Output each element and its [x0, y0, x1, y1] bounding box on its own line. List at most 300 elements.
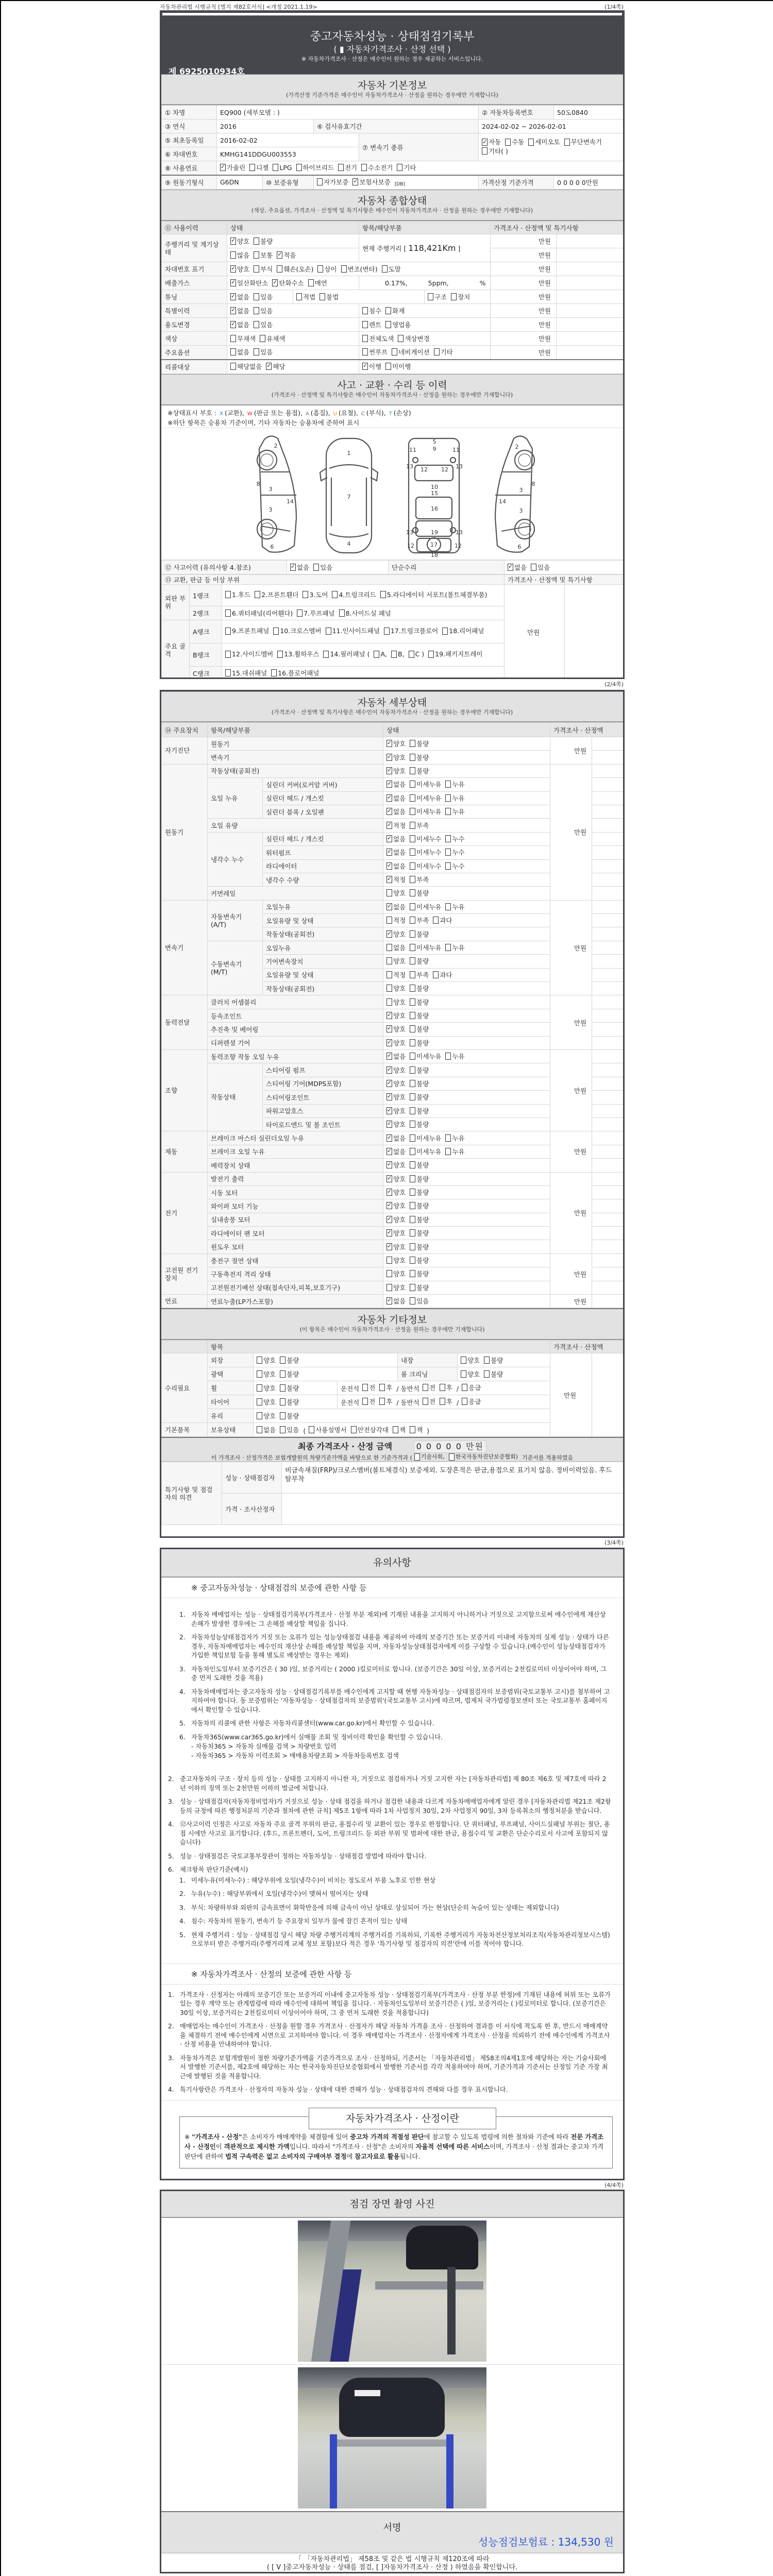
checkbox[interactable]: [423, 1384, 428, 1391]
checkbox-checked[interactable]: [386, 1297, 392, 1304]
checkbox-option[interactable]: [410, 1269, 429, 1278]
checkbox[interactable]: [445, 835, 451, 842]
checkbox[interactable]: [445, 849, 451, 856]
checkbox-option[interactable]: [362, 334, 394, 343]
checkbox-checked[interactable]: [230, 293, 236, 300]
checkbox-option[interactable]: [254, 264, 273, 274]
checkbox[interactable]: [410, 1243, 415, 1250]
remarks[interactable]: [592, 995, 624, 1009]
checkbox-option[interactable]: [423, 1383, 435, 1392]
checkbox-checked[interactable]: [386, 754, 392, 761]
checkbox[interactable]: [528, 139, 534, 146]
checkbox-option[interactable]: [410, 943, 441, 952]
checkbox-option[interactable]: [273, 164, 292, 172]
checkbox-option[interactable]: [362, 1383, 375, 1392]
checkbox[interactable]: [230, 335, 236, 342]
checkbox[interactable]: [386, 1270, 392, 1277]
checkbox-checked[interactable]: [352, 178, 358, 185]
checkbox[interactable]: [230, 251, 236, 259]
checkbox-option[interactable]: [351, 1425, 389, 1434]
checkbox[interactable]: [362, 1398, 368, 1405]
checkbox[interactable]: [449, 1453, 455, 1461]
checkbox-option[interactable]: [451, 292, 470, 301]
checkbox[interactable]: [277, 651, 283, 658]
checkbox[interactable]: [380, 591, 386, 598]
checkbox[interactable]: [392, 348, 397, 355]
checkbox-option[interactable]: [410, 1011, 429, 1020]
checkbox-checked[interactable]: [386, 740, 392, 747]
checkbox[interactable]: [362, 321, 368, 328]
checkbox-option[interactable]: [361, 163, 393, 172]
checkbox[interactable]: [393, 1426, 398, 1433]
checkbox-option[interactable]: [386, 1011, 406, 1020]
checkbox[interactable]: [280, 1426, 285, 1433]
checkbox-option[interactable]: [386, 1269, 406, 1278]
checkbox[interactable]: [309, 1426, 314, 1433]
checkbox[interactable]: [398, 335, 404, 342]
checkbox-option[interactable]: [423, 1397, 435, 1406]
checkbox[interactable]: [273, 628, 279, 635]
remarks[interactable]: [557, 248, 624, 262]
checkbox[interactable]: [382, 265, 388, 273]
checkbox[interactable]: [445, 1148, 451, 1155]
checkbox[interactable]: [225, 628, 231, 635]
checkbox[interactable]: [225, 591, 231, 598]
checkbox-option[interactable]: [445, 1133, 464, 1143]
checkbox[interactable]: [434, 348, 440, 355]
checkbox[interactable]: [410, 1229, 415, 1236]
checkbox-option[interactable]: [391, 650, 405, 658]
checkbox-checked[interactable]: [386, 822, 392, 829]
checkbox[interactable]: [410, 917, 415, 924]
checkbox-option[interactable]: [386, 943, 406, 952]
checkbox-option[interactable]: [386, 1079, 406, 1088]
checkbox-option[interactable]: [362, 362, 381, 371]
checkbox[interactable]: [414, 1453, 420, 1461]
checkbox-checked[interactable]: [386, 876, 392, 883]
checkbox[interactable]: [385, 363, 391, 370]
checkbox-option[interactable]: [386, 1106, 406, 1115]
checkbox[interactable]: [410, 794, 415, 802]
checkbox-option[interactable]: [339, 608, 391, 618]
checkbox-option[interactable]: [230, 250, 249, 260]
checkbox-option[interactable]: [273, 627, 321, 635]
checkbox-option[interactable]: [440, 1383, 452, 1392]
checkbox-option[interactable]: [445, 779, 464, 789]
checkbox-option[interactable]: [386, 1174, 406, 1183]
checkbox-option[interactable]: [428, 292, 447, 301]
checkbox-option[interactable]: [386, 875, 406, 884]
checkbox-option[interactable]: [257, 1425, 276, 1434]
checkbox-option[interactable]: [462, 1397, 481, 1406]
checkbox-checked[interactable]: [386, 903, 392, 910]
checkbox[interactable]: [410, 1066, 415, 1074]
checkbox[interactable]: [332, 591, 338, 598]
checkbox[interactable]: [440, 1398, 445, 1405]
checkbox-option[interactable]: [255, 591, 298, 599]
checkbox-option[interactable]: [386, 861, 406, 871]
checkbox-option[interactable]: [445, 902, 464, 911]
checkbox[interactable]: [410, 1189, 415, 1196]
checkbox-option[interactable]: [410, 888, 429, 897]
checkbox-option[interactable]: [393, 1425, 406, 1434]
checkbox-option[interactable]: [386, 779, 406, 789]
checkbox[interactable]: [482, 147, 488, 155]
checkbox[interactable]: [296, 164, 302, 171]
checkbox-option[interactable]: [386, 834, 406, 843]
checkbox-option[interactable]: [386, 1296, 406, 1306]
checkbox[interactable]: [249, 164, 255, 171]
checkbox[interactable]: [410, 1053, 415, 1060]
checkbox-option[interactable]: [280, 1425, 299, 1434]
checkbox-option[interactable]: [352, 177, 390, 187]
checkbox-checked[interactable]: [508, 564, 513, 571]
checkbox-option[interactable]: [410, 1079, 429, 1088]
remarks[interactable]: [592, 1131, 624, 1145]
checkbox-option[interactable]: [433, 970, 452, 979]
checkbox-option[interactable]: [254, 292, 273, 301]
checkbox-option[interactable]: [386, 1228, 406, 1238]
checkbox[interactable]: [410, 1134, 415, 1142]
checkbox[interactable]: [379, 1384, 385, 1391]
checkbox-option[interactable]: [257, 1411, 276, 1420]
remarks[interactable]: [557, 318, 624, 332]
checkbox[interactable]: [257, 1412, 262, 1419]
checkbox-checked[interactable]: [386, 1121, 392, 1128]
checkbox-checked[interactable]: [386, 1025, 392, 1032]
checkbox-checked[interactable]: [386, 1080, 392, 1087]
checkbox-option[interactable]: [309, 1425, 346, 1434]
checkbox-option[interactable]: [313, 563, 332, 572]
checkbox-option[interactable]: [386, 821, 406, 830]
checkbox[interactable]: [386, 998, 392, 1006]
checkbox-option[interactable]: [410, 1160, 429, 1170]
checkbox-option[interactable]: [386, 1052, 406, 1061]
checkbox-option[interactable]: [445, 834, 464, 843]
checkbox-option[interactable]: [409, 650, 425, 658]
remarks[interactable]: [592, 1172, 624, 1185]
checkbox[interactable]: [410, 1012, 415, 1019]
checkbox-option[interactable]: [386, 1133, 406, 1143]
checkbox[interactable]: [257, 1384, 262, 1392]
checkbox-option[interactable]: [410, 1425, 423, 1434]
checkbox[interactable]: [410, 1107, 415, 1114]
remarks[interactable]: [592, 1117, 624, 1131]
checkbox[interactable]: [273, 164, 278, 171]
checkbox-option[interactable]: [410, 861, 441, 871]
remarks[interactable]: [592, 941, 624, 954]
checkbox-checked[interactable]: [386, 1216, 392, 1223]
checkbox[interactable]: [271, 669, 277, 676]
checkbox-option[interactable]: [410, 1038, 429, 1047]
remarks[interactable]: [592, 778, 624, 791]
checkbox[interactable]: [410, 740, 415, 747]
checkbox-option[interactable]: [332, 591, 376, 599]
checkbox-checked[interactable]: [230, 265, 236, 273]
checkbox-option[interactable]: [386, 1092, 406, 1101]
checkbox-option[interactable]: [220, 163, 245, 172]
checkbox[interactable]: [386, 944, 392, 951]
checkbox-option[interactable]: [410, 997, 429, 1007]
checkbox[interactable]: [410, 1025, 415, 1032]
remarks[interactable]: [565, 585, 624, 680]
checkbox-option[interactable]: [230, 320, 249, 329]
checkbox-option[interactable]: [254, 347, 273, 357]
checkbox[interactable]: [280, 1412, 285, 1419]
checkbox[interactable]: [445, 944, 451, 951]
checkbox[interactable]: [386, 1257, 392, 1264]
remarks[interactable]: [592, 737, 624, 751]
checkbox-option[interactable]: [386, 739, 406, 748]
checkbox[interactable]: [410, 781, 415, 788]
checkbox[interactable]: [317, 265, 323, 273]
remarks[interactable]: [592, 1353, 624, 1437]
remarks[interactable]: [592, 1199, 624, 1213]
checkbox[interactable]: [442, 628, 448, 635]
checkbox-checked[interactable]: [386, 1107, 392, 1114]
remarks[interactable]: [592, 1063, 624, 1077]
checkbox-checked[interactable]: [386, 835, 392, 842]
checkbox-checked[interactable]: [230, 321, 236, 328]
checkbox-option[interactable]: [280, 1355, 299, 1365]
remarks[interactable]: [592, 859, 624, 873]
checkbox[interactable]: [410, 1202, 415, 1209]
checkbox[interactable]: [410, 1297, 415, 1304]
checkbox-checked[interactable]: [386, 1202, 392, 1209]
checkbox-option[interactable]: [386, 970, 406, 979]
checkbox[interactable]: [339, 609, 345, 617]
checkbox-option[interactable]: [280, 1397, 299, 1406]
checkbox-option[interactable]: [249, 163, 268, 172]
checkbox-option[interactable]: [230, 334, 256, 343]
checkbox-option[interactable]: [385, 362, 411, 371]
checkbox-option[interactable]: [410, 1283, 429, 1292]
checkbox-option[interactable]: [338, 163, 357, 172]
checkbox[interactable]: [362, 307, 368, 314]
remarks[interactable]: [592, 1104, 624, 1117]
checkbox[interactable]: [280, 1370, 285, 1378]
checkbox[interactable]: [433, 971, 439, 978]
checkbox-option[interactable]: [362, 306, 381, 315]
checkbox-option[interactable]: [445, 848, 464, 857]
checkbox-option[interactable]: [230, 236, 249, 246]
checkbox-option[interactable]: [385, 320, 411, 329]
checkbox-option[interactable]: [266, 362, 285, 371]
checkbox-option[interactable]: [528, 138, 560, 146]
checkbox-option[interactable]: [484, 1355, 503, 1365]
checkbox-option[interactable]: [257, 1397, 276, 1406]
checkbox-option[interactable]: [280, 1383, 299, 1393]
remarks[interactable]: [557, 234, 624, 248]
checkbox-option[interactable]: [230, 306, 249, 315]
checkbox[interactable]: [445, 794, 451, 802]
checkbox-option[interactable]: [531, 563, 550, 572]
checkbox[interactable]: [257, 1426, 262, 1433]
remarks[interactable]: [592, 955, 624, 968]
checkbox-checked[interactable]: [386, 862, 392, 870]
checkbox-checked[interactable]: [386, 849, 392, 856]
checkbox-option[interactable]: [386, 902, 406, 911]
remarks[interactable]: [592, 1091, 624, 1104]
remarks[interactable]: [592, 927, 624, 941]
checkbox-option[interactable]: [386, 916, 406, 925]
checkbox-option[interactable]: [280, 1411, 299, 1420]
checkbox-option[interactable]: [225, 608, 293, 618]
checkbox-option[interactable]: [449, 1453, 518, 1461]
checkbox[interactable]: [410, 862, 415, 870]
checkbox-option[interactable]: [385, 306, 405, 315]
remarks[interactable]: [592, 873, 624, 886]
checkbox[interactable]: [257, 1370, 262, 1378]
checkbox-option[interactable]: [280, 1369, 299, 1379]
checkbox-option[interactable]: [326, 627, 380, 635]
checkbox[interactable]: [410, 930, 415, 938]
checkbox[interactable]: [410, 808, 415, 815]
checkbox-option[interactable]: [386, 956, 406, 965]
checkbox-checked[interactable]: [386, 767, 392, 774]
checkbox-option[interactable]: [386, 1147, 406, 1156]
checkbox-option[interactable]: [440, 1397, 452, 1406]
checkbox-option[interactable]: [410, 779, 441, 789]
checkbox-checked[interactable]: [386, 808, 392, 815]
checkbox-option[interactable]: [410, 1242, 429, 1251]
checkbox-option[interactable]: [461, 1355, 480, 1365]
checkbox-option[interactable]: [428, 650, 482, 658]
checkbox[interactable]: [254, 265, 259, 273]
checkbox-option[interactable]: [386, 1242, 406, 1251]
remarks[interactable]: [592, 1185, 624, 1199]
checkbox-checked[interactable]: [230, 238, 236, 245]
checkbox-option[interactable]: [317, 264, 337, 274]
checkbox[interactable]: [254, 307, 259, 314]
remarks[interactable]: [592, 1145, 624, 1158]
checkbox-checked[interactable]: [220, 164, 226, 171]
checkbox-option[interactable]: [386, 1215, 406, 1224]
checkbox[interactable]: [484, 1370, 490, 1378]
checkbox[interactable]: [410, 985, 415, 992]
checkbox[interactable]: [462, 1384, 467, 1391]
checkbox[interactable]: [317, 178, 323, 185]
checkbox[interactable]: [361, 164, 367, 171]
checkbox[interactable]: [410, 822, 415, 829]
checkbox[interactable]: [384, 628, 390, 635]
checkbox[interactable]: [257, 1357, 262, 1364]
checkbox-option[interactable]: [317, 177, 348, 187]
checkbox-option[interactable]: [508, 563, 527, 572]
checkbox[interactable]: [409, 651, 414, 658]
remarks[interactable]: [592, 900, 624, 913]
checkbox-option[interactable]: [272, 278, 304, 287]
checkbox-option[interactable]: [254, 250, 273, 260]
checkbox-checked[interactable]: [386, 930, 392, 938]
checkbox[interactable]: [254, 293, 259, 300]
checkbox[interactable]: [410, 889, 415, 896]
checkbox-option[interactable]: [564, 138, 602, 146]
checkbox-option[interactable]: [445, 793, 464, 803]
checkbox-option[interactable]: [386, 1038, 406, 1047]
checkbox[interactable]: [379, 1398, 385, 1405]
checkbox-option[interactable]: [384, 627, 438, 635]
checkbox-option[interactable]: [410, 739, 429, 748]
checkbox[interactable]: [338, 164, 344, 171]
checkbox-option[interactable]: [257, 1383, 276, 1393]
remarks[interactable]: [557, 290, 624, 304]
checkbox[interactable]: [386, 917, 392, 924]
checkbox[interactable]: [225, 651, 231, 658]
checkbox[interactable]: [445, 1134, 451, 1142]
checkbox-option[interactable]: [230, 278, 268, 287]
inspection-photo-rear[interactable]: [298, 2367, 486, 2509]
checkbox[interactable]: [254, 348, 259, 355]
checkbox[interactable]: [531, 564, 536, 571]
checkbox-checked[interactable]: [482, 139, 488, 146]
checkbox[interactable]: [362, 335, 368, 342]
checkbox[interactable]: [410, 835, 415, 842]
checkbox[interactable]: [451, 293, 457, 300]
checkbox-option[interactable]: [277, 250, 296, 260]
remarks[interactable]: [592, 887, 624, 900]
checkbox-option[interactable]: [254, 236, 273, 246]
checkbox[interactable]: [428, 651, 434, 658]
remarks[interactable]: [592, 805, 624, 818]
checkbox-option[interactable]: [303, 591, 328, 599]
checkbox-option[interactable]: [410, 753, 429, 762]
checkbox[interactable]: [461, 1357, 466, 1364]
checkbox-checked[interactable]: [386, 781, 392, 788]
checkbox-option[interactable]: [410, 1120, 429, 1129]
checkbox-option[interactable]: [386, 888, 406, 897]
checkbox-option[interactable]: [410, 1188, 429, 1197]
checkbox-checked[interactable]: [386, 1012, 392, 1019]
checkbox-checked[interactable]: [230, 307, 236, 314]
remarks[interactable]: [592, 968, 624, 981]
checkbox-option[interactable]: [225, 627, 269, 635]
checkbox[interactable]: [505, 139, 511, 146]
checkbox-option[interactable]: [386, 984, 406, 993]
remarks[interactable]: [592, 1077, 624, 1090]
checkbox-option[interactable]: [257, 1369, 276, 1379]
checkbox[interactable]: [410, 1161, 415, 1168]
checkbox-option[interactable]: [410, 1092, 429, 1101]
remarks[interactable]: [592, 1227, 624, 1240]
checkbox-option[interactable]: [386, 1188, 406, 1197]
remarks[interactable]: [592, 1281, 624, 1294]
checkbox-option[interactable]: [410, 929, 429, 939]
remarks[interactable]: [592, 1295, 624, 1308]
checkbox-option[interactable]: [410, 1147, 441, 1156]
checkbox-option[interactable]: [386, 793, 406, 803]
checkbox-option[interactable]: [433, 916, 452, 925]
checkbox-option[interactable]: [379, 1383, 392, 1392]
checkbox-checked[interactable]: [230, 279, 236, 286]
checkbox[interactable]: [410, 876, 415, 883]
checkbox[interactable]: [385, 307, 391, 314]
checkbox-option[interactable]: [445, 807, 464, 816]
checkbox-checked[interactable]: [386, 1229, 392, 1236]
checkbox[interactable]: [323, 651, 329, 658]
checkbox-option[interactable]: [386, 1256, 406, 1265]
price-survey-selection[interactable]: ( ▮ 자동차가격조사 · 산정 선택 ): [333, 44, 451, 54]
checkbox-option[interactable]: [257, 1355, 276, 1365]
checkbox-checked[interactable]: [272, 279, 278, 286]
checkbox-option[interactable]: [297, 608, 334, 618]
checkbox-option[interactable]: [386, 807, 406, 816]
checkbox-option[interactable]: [410, 1052, 441, 1061]
checkbox[interactable]: [440, 1384, 445, 1391]
remarks[interactable]: [592, 819, 624, 832]
checkbox[interactable]: [410, 1216, 415, 1223]
remarks[interactable]: [592, 1049, 624, 1063]
